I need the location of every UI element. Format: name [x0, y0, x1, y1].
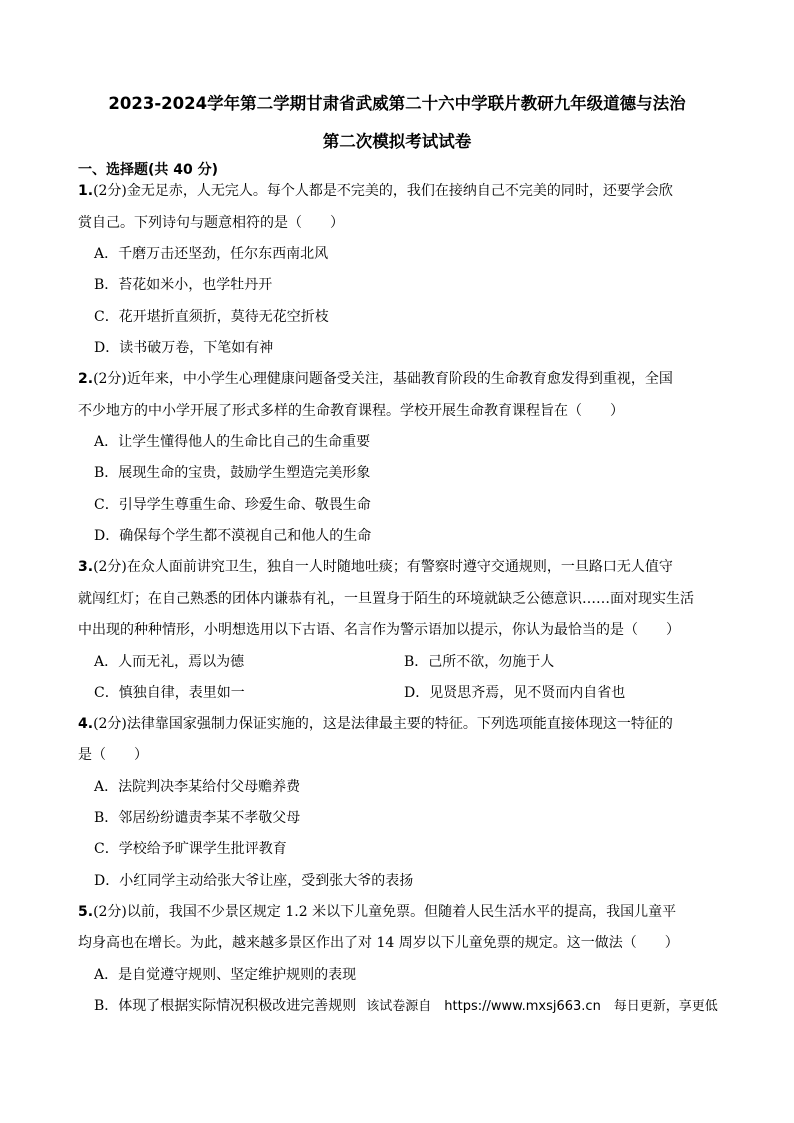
question-number: 5.: [78, 904, 94, 920]
question-1-option-c: C．花开堪折直须折，莫待无花空折枝: [94, 309, 329, 325]
question-5-option-b-text: B．体现了根据实际情况积极改进完善规则: [94, 998, 357, 1014]
question-4-option-b: B．邻居纷纷谴责李某不孝敬父母: [94, 810, 301, 826]
question-score: (2分): [93, 716, 127, 732]
question-2-stem-line-1: [78, 370, 673, 388]
question-number: 2.: [78, 371, 94, 387]
source-watermark-link[interactable]: 该试卷源自 https://www.mxsj663.cn 每日更新，享更低: [366, 999, 718, 1014]
question-3-stem-line-1: [78, 558, 673, 576]
question-2-stem-line-2: 不少地方的中小学开展了形式多样的生命教育课程。学校开展生命教育课程旨在（ ）: [78, 403, 624, 419]
question-text: 在众人面前讲究卫生，独自一人时随地吐痰；有警察时遵守交通规则，一旦路口无人值守: [126, 559, 673, 575]
question-5-option-a: A．是自觉遵守规则、坚定维护规则的表现: [94, 967, 357, 983]
question-4-option-c: C．学校给予旷课学生批评教育: [94, 841, 287, 857]
question-4-option-d: D．小红同学主动给张大爷让座，受到张大爷的表扬: [94, 873, 414, 889]
question-2-option-b: B．展现生命的宝贵，鼓励学生塑造完美形象: [94, 465, 371, 481]
question-1-option-a: A．千磨万击还坚劲，任尔东西南北风: [94, 246, 329, 262]
question-5-stem-line-2: 均身高也在增长。为此，越来越多景区作出了对 14 周岁以下儿童免票的规定。这一做法（ ）: [78, 935, 679, 951]
question-number: 1.: [78, 183, 94, 199]
question-score: (2分): [93, 559, 127, 575]
question-number: 4.: [78, 716, 94, 732]
question-3-option-c: C．慎独自律，表里如一: [94, 685, 245, 701]
question-1-stem-line-2: 赏自己。下列诗句与题意相符的是（ ）: [78, 215, 344, 231]
exam-title-line-1: 2023-2024学年第二学期甘肃省武威第二十六中学联片教研九年级道德与法治: [108, 94, 686, 113]
question-score: (2分): [93, 371, 127, 387]
question-1-option-d: D．读书破万卷，下笔如有神: [94, 340, 274, 356]
question-2-option-a: A．让学生懂得他人的生命比自己的生命重要: [94, 434, 371, 450]
question-text: 法律靠国家强制力保证实施的，这是法律最主要的特征。下列选项能直接体现这一特征的: [126, 716, 673, 732]
question-score: (2分): [93, 183, 127, 199]
question-5-option-b: [94, 997, 718, 1016]
question-text: 近年来，中小学生心理健康问题备受关注，基础教育阶段的生命教育愈发得到重视，全国: [126, 371, 673, 387]
question-3-stem-line-3: 中出现的种种情形，小明想选用以下古语、名言作为警示语加以提示，你认为最恰当的是（ ）: [78, 622, 680, 638]
question-1-stem-line-1: [78, 182, 673, 200]
question-3-option-a: A．人而无礼，焉以为德: [94, 654, 245, 670]
question-4-option-a: A．法院判决李某给付父母赡养费: [94, 779, 301, 795]
question-3-option-b: B．己所不欲，勿施于人: [404, 654, 555, 670]
question-number: 3.: [78, 559, 94, 575]
question-text: 以前，我国不少景区规定 1.2 米以下儿童免票。但随着人民生活水平的提高，我国儿童平: [126, 904, 677, 920]
question-4-stem-line-2: 是（ ）: [78, 747, 148, 763]
question-2-option-c: C．引导学生尊重生命、珍爱生命、敬畏生命: [94, 497, 371, 513]
exam-title-line-2: 第二次模拟考试试卷: [322, 132, 472, 151]
question-score: (2分): [93, 904, 127, 920]
section-title: 一、选择题(共 40 分): [78, 162, 219, 178]
question-2-option-d: D．确保每个学生都不漠视自己和他人的生命: [94, 528, 372, 544]
question-4-stem-line-1: [78, 715, 673, 733]
question-1-option-b: B．苔花如米小，也学牡丹开: [94, 277, 273, 293]
question-5-stem-line-1: [78, 903, 676, 921]
question-3-option-d: D．见贤思齐焉，见不贤而内自省也: [404, 685, 626, 701]
question-text: 金无足赤，人无完人。每个人都是不完美的，我们在接纳自己不完美的同时，还要学会欣: [126, 183, 673, 199]
question-3-stem-line-2: 就闯红灯；在自己熟悉的团体内谦恭有礼，一旦置身于陌生的环境就缺乏公德意识……面对现实生活: [78, 591, 694, 607]
